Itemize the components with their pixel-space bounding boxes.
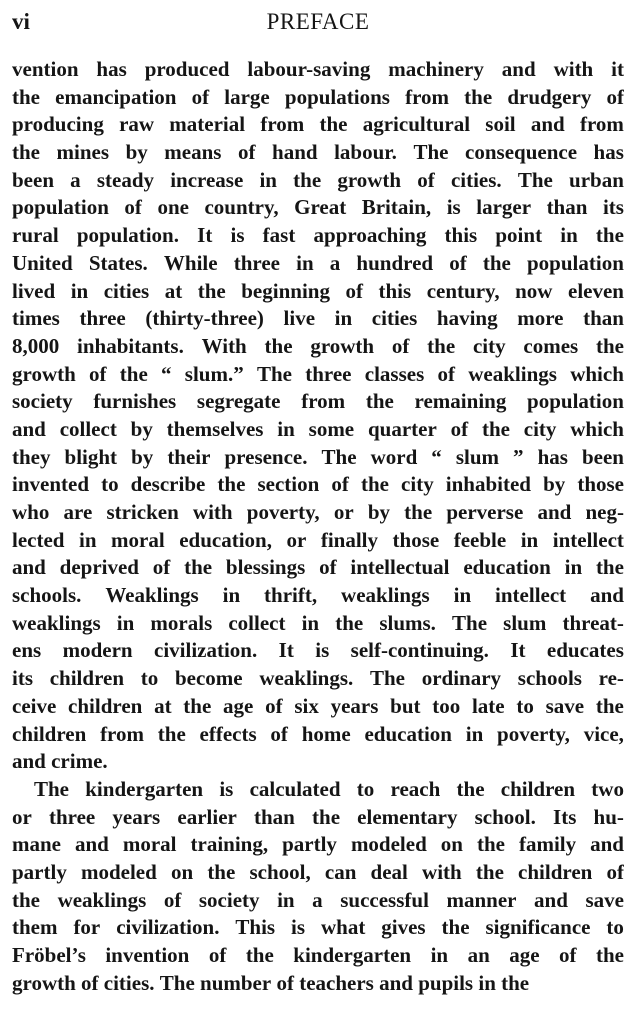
text-line: lived in cities at the beginning of this century, now eleven [12, 278, 624, 303]
text-line: and collect by themselves in some quarter of the city which [12, 416, 624, 441]
text-line: producing raw material from the agricultural soil and from [12, 112, 624, 137]
text-line: children from the effects of home education in poverty, vice, [12, 721, 624, 746]
text-line: Fröbel’s invention of the kindergarten in an age of the [12, 943, 624, 967]
text-line: invented to describe the section of the city inhabited by those [12, 472, 624, 497]
text-line: partly modeled on the school, can deal with the children of [12, 859, 624, 884]
running-title: PREFACE [266, 9, 370, 34]
text-line: the emancipation of large populations from the drudgery of [12, 84, 624, 109]
text-line: they blight by their presence. The word “ slum ” has been [12, 444, 624, 469]
text-line: The kindergarten is calculated to reach the children two [34, 776, 624, 801]
text-line: vention has produced labour-saving machinery and with it [12, 57, 624, 81]
text-line: society furnishes segregate from the remaining population [12, 389, 624, 414]
text-line: and crime. [12, 749, 108, 774]
text-line: schools. Weaklings in thrift, weaklings in intellect and [12, 583, 624, 608]
text-line: ens modern civilization. It is self-continuing. It educates [12, 638, 624, 663]
body-text [12, 56, 624, 997]
text-line: 8,000 inhabitants. With the growth of the city comes the [12, 333, 624, 358]
paragraph-1 [12, 56, 624, 776]
text-line: growth of cities. The number of teachers and pupils in the [12, 970, 530, 995]
text-line: the weaklings of society in a successful manner and save [12, 887, 624, 912]
text-line: its children to become weaklings. The ordinary schools re- [12, 666, 624, 691]
text-line: population of one country, Great Britain, is larger than its [12, 195, 624, 220]
text-line: lected in moral education, or finally those feeble in intellect [12, 527, 624, 552]
text-line: them for civilization. This is what gives the significance to [12, 915, 624, 940]
text-line: rural population. It is fast approaching this point in the [12, 223, 624, 248]
page-number: vi [12, 9, 30, 34]
text-line: and deprived of the blessings of intellectual education in the [12, 555, 624, 580]
text-line: weaklings in morals collect in the slums. The slum threat- [12, 610, 624, 635]
text-line: United States. While three in a hundred of the population [12, 250, 624, 275]
paragraph-2 [12, 776, 624, 998]
text-line: times three (thirty-three) live in cities having more than [12, 306, 624, 331]
page-header [12, 6, 624, 38]
text-line: ceive children at the age of six years but too late to save the [12, 693, 624, 718]
text-line: growth of the “ slum.” The three classes of weaklings which [12, 361, 624, 386]
text-line: been a steady increase in the growth of cities. The urban [12, 167, 624, 192]
text-line: the mines by means of hand labour. The consequence has [12, 140, 624, 165]
text-line: who are stricken with poverty, or by the perverse and neg- [12, 500, 624, 524]
text-line: or three years earlier than the elementary school. Its hu- [12, 804, 624, 829]
text-line: mane and moral training, partly modeled on the family and [12, 832, 624, 857]
